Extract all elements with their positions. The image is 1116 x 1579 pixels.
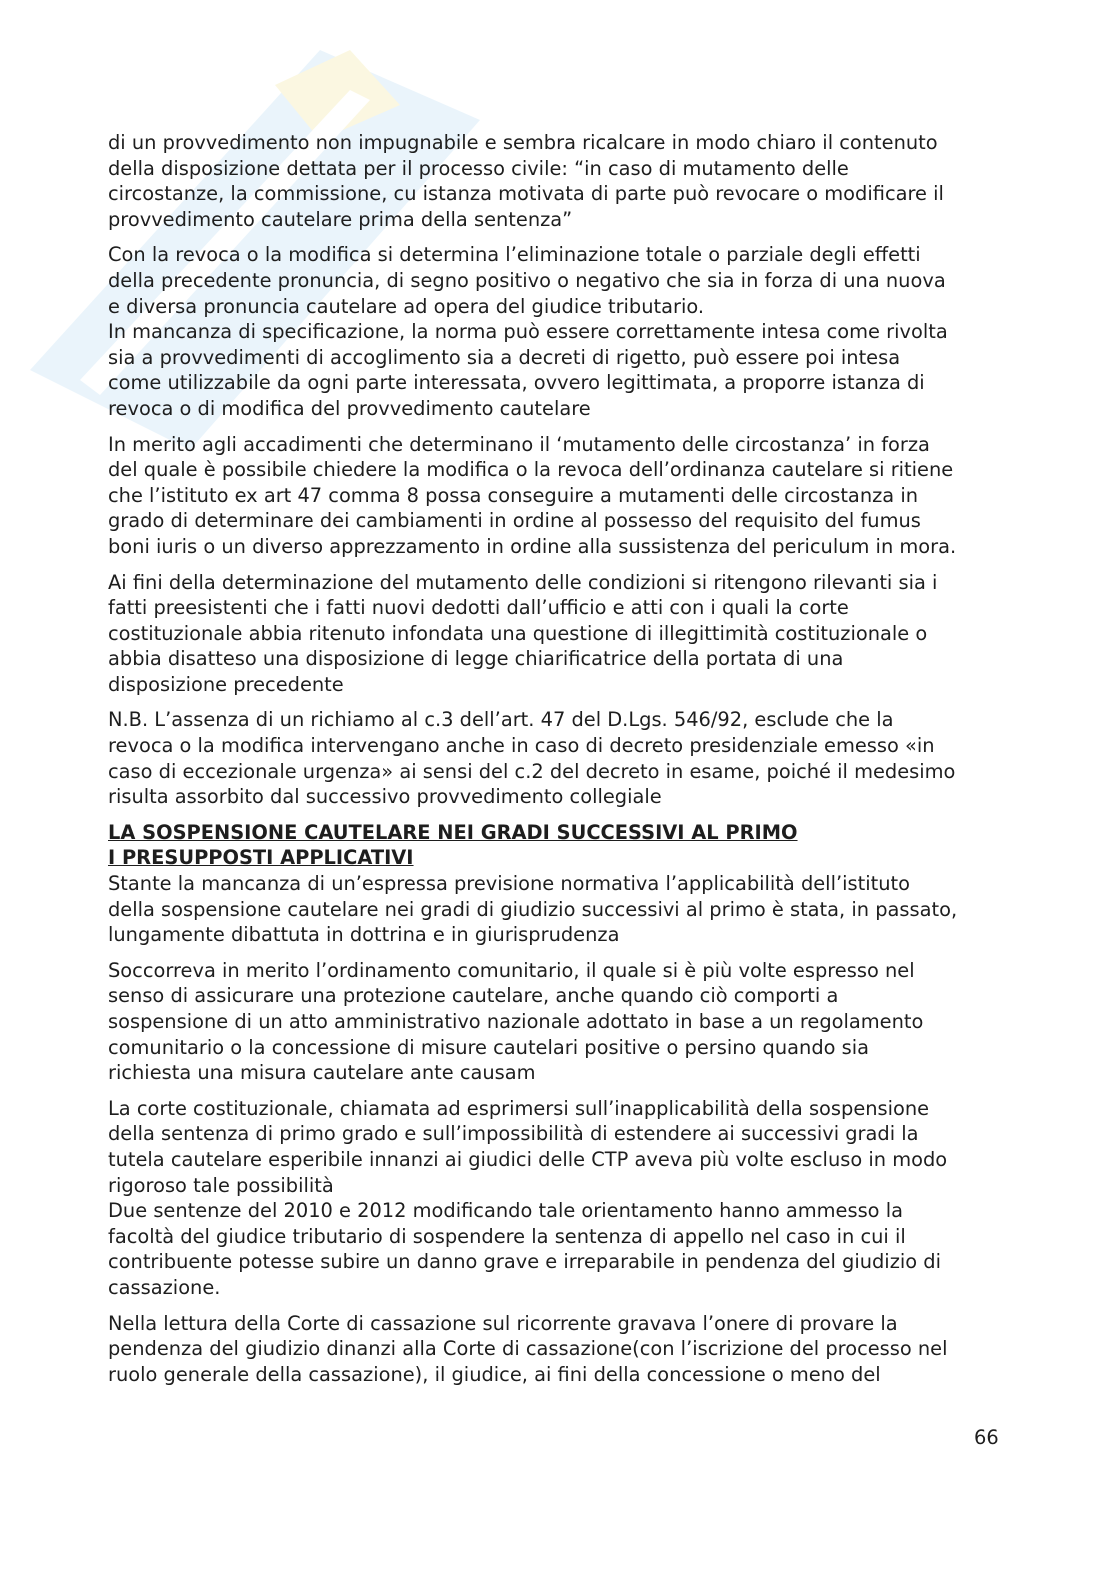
document-page [108, 130, 1008, 1397]
page-number: 66 [974, 1426, 999, 1449]
paragraph-revoca-effetti: Con la revoca o la modifica si determina l’eliminazione totale o parziale degli effetti della precedente pronuncia, di segno positivo o negativo che sia in forza di una nuova e diversa pronuncia cautelare ad opera del giudice tributario. In mancanza di specificazione, la norma può essere correttamente intesa come rivolta sia a provvedimenti di accoglimento sia a decreti di rigetto, può essere poi intesa come utilizzabile da ogni parte interessata, ovvero legittimata, a proporre istanza di revoca o di modifica del provvedimento cautelare [108, 243, 948, 420]
paragraph-corte-cassazione: Nella lettura della Corte di cassazione sul ricorrente gravava l’onere di provare la pendenza del giudizio dinanzi alla Corte di cassazione(con l’iscrizione del processo nel ruolo generale della cassazione), il giudice, ai fini della concessione o meno del [108, 1311, 948, 1386]
paragraph-determinazione-mutamento: Ai fini della determinazione del mutamento delle condizioni si ritengono rilevanti sia i fatti preesistenti che i fatti nuovi dedotti dall’ufficio e atti con i quali la corte costituzionale abbia ritenuto infondata una questione di illegittimità costituzionale o abbia disatteso una disposizione di legge chiarificatrice della portata di una disposizione precedente [108, 570, 938, 696]
paragraph-nota-bene: N.B. L’assenza di un richiamo al c.3 dell’art. 47 del D.Lgs. 546/92, esclude che la revoca o la modifica intervengano anche in caso di decreto presidenziale emesso «in caso di eccezionale urgenza» ai sensi del c.2 del decreto in esame, poiché il medesimo risulta assorbito dal successivo provvedimento collegiale [108, 708, 956, 809]
paragraph-mancanza-previsione: Stante la mancanza di un’espressa previsione normativa l’applicabilità dell’istituto della sospensione cautelare nei gradi di giudizio successivi al primo è stata, in passato, lungamente dibattuta in dottrina e in giurisprudenza [108, 872, 958, 947]
paragraph-ordinamento-comunitario: Soccorreva in merito l’ordinamento comunitario, il quale si è più volte espresso nel senso di assicurare una protezione cautelare, anche quando ciò comporti a sospensione di un atto amministrativo nazionale adottato in base a un regolamento comunitario o la concessione di misure cautelari positive o persino quando sia richiesta una misura cautelare ante causam [108, 958, 924, 1085]
watermark-banner [275, 50, 400, 140]
paragraph-mutamento-circostanze: In merito agli accadimenti che determinano il ‘mutamento delle circostanza’ in forza del quale è possibile chiedere la modifica o la revoca dell’ordinanza cautelare si ritiene che l’istituto ex art 47 comma 8 possa conseguire a mutamenti delle circostanza in grado di determinare dei cambiamenti in ordine al possesso del requisito del fumus boni iuris o un diverso apprezzamento in ordine alla sussistenza del periculum in mora. [108, 432, 957, 558]
section-heading: LA SOSPENSIONE CAUTELARE NEI GRADI SUCCESSIVI AL PRIMO I PRESUPPOSTI APPLICATIVI [108, 820, 798, 870]
paragraph-corte-costituzionale: La corte costituzionale, chiamata ad esprimersi sull’inapplicabilità della sospensione della sentenza di primo grado e sull’impossibilità di estendere ai successivi gradi la tutela cautelare esperibile innanzi ai giudici delle CTP aveva più volte escluso in modo rigoroso tale possibilità Due sentenze del 2010 e 2012 modificando tale orientamento hanno ammesso la facoltà del giudice tributario di sospendere la sentenza di appello nel caso in cui il contribuente potesse subire un danno grave e irreparabile in pendenza del giudizio di cassazione. [108, 1096, 948, 1299]
paragraph-revoca-intro: di un provvedimento non impugnabile e sembra ricalcare in modo chiaro il contenuto della disposizione dettata per il processo civile: “in caso di mutamento delle circostanze, la commissione, cu istanza motivata di parte può revocare o modificare il provvedimento cautelare prima della sentenza” [108, 131, 944, 231]
